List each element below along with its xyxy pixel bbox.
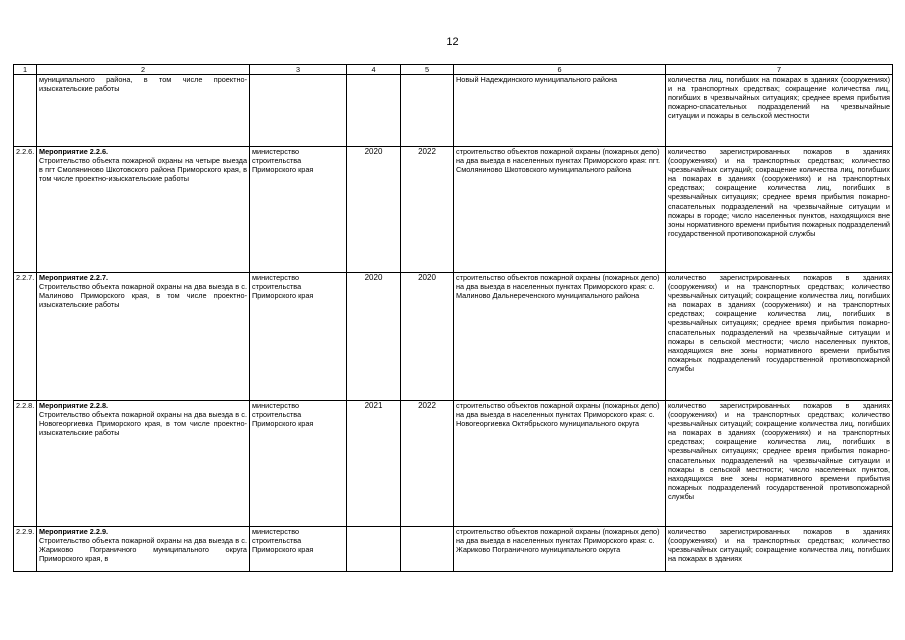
result-cell: Новый Надеждинского муниципального района [454,75,666,147]
end-year-cell: 2022 [401,401,454,527]
executor-cell: министерство строительства Приморского края [250,527,347,572]
table-row-continuation [14,75,893,147]
row-number-cell: 2.2.6. [14,147,37,273]
measure-description: Строительство объекта пожарной охраны на четыре выезда в пгт Смоляниново Шкотовского района Приморского края, в том числе проектно-изыскательские работы [39,156,247,184]
indicators-cell: количество зарегистрированных пожаров в зданиях (сооружениях) и на транспортных средствах; количество чрезвычайных ситуаций; сокращение количества лиц, погибших на пожарах в зданиях (сооружениях) и на транспортных средствах; сокращение количества лиц, погибших в чрезвычайных ситуациях; среднее время прибытия пожарно-спасательных подразделений на чрезвычайные ситуации и пожары в городе; число населенных пунктов, находящихся вне зоны нормативного времени прибытия пожарных подразделений государственной противопожарной службы [666,147,893,273]
measure-description: Строительство объекта пожарной охраны на два выезда в с. Малиново Приморского края, в том числе проектно-изыскательские работы [39,282,247,310]
indicators-cell: количество зарегистрированных пожаров в зданиях (сооружениях) и на транспортных средствах; количество чрезвычайных ситуаций; сокращение количества лиц, погибших на пожарах в зданиях [666,527,893,572]
measure-cell [37,273,250,401]
row-number-cell: 2.2.7. [14,273,37,401]
measure-description: Строительство объекта пожарной охраны на два выезда в с. Новогеоргиевка Приморского края, в том числе проектно-изыскательские работы [39,410,247,438]
end-year-cell: 2020 [401,273,454,401]
start-year-cell [347,527,401,572]
row-number-cell: 2.2.9. [14,527,37,572]
result-cell: строительство объектов пожарной охраны (пожарных депо) на два выезда в населенных пунктах Приморского края: с. Новогеоргиевка Октябрьского муниципального округа [454,401,666,527]
result-cell: строительство объектов пожарной охраны (пожарных депо) на два выезда в населенных пунктах Приморского края: пгт. Смоляниново Шкотовского муниципального района [454,147,666,273]
row-number-cell: 2.2.8. [14,401,37,527]
indicators-cell: количество зарегистрированных пожаров в зданиях (сооружениях) и на транспортных средствах; количество чрезвычайных ситуаций; сокращение количества лиц, погибших на пожарах в зданиях (сооружениях) и на транспортных средствах; сокращение количества лиц, погибших в чрезвычайных ситуациях; среднее время прибытия пожарно-спасательных подразделений на чрезвычайные ситуации и пожары в сельской местности; число населенных пунктов, находящихся вне зоны нормативного времени прибытия пожарных подразделений государственной противопожарной службы [666,273,893,401]
indicators-cell: количества лиц, погибших на пожарах в зданиях (сооружениях) и на транспортных средствах; сокращение количества лиц, погибших в чрезвычайных ситуациях; среднее время прибытия пожарно-спасательных подразделений на чрезвычайные ситуации и пожары в сельской местности [666,75,893,147]
column-header: 2 [37,65,250,75]
indicators-cell: количество зарегистрированных пожаров в зданиях (сооружениях) и на транспортных средствах; количество чрезвычайных ситуаций; сокращение количества лиц, погибших на пожарах в зданиях (сооружениях) и на транспортных средствах; сокращение количества лиц, погибших в чрезвычайных ситуациях; среднее время прибытия пожарно-спасательных подразделений на чрезвычайные ситуации и пожары в сельской местности; число населенных пунктов, находящихся вне зоны нормативного времени прибытия пожарных подразделений государственной противопожарной службы [666,401,893,527]
measure-title: Мероприятие 2.2.8. [39,401,109,410]
program-measures-table [13,64,893,572]
start-year-cell: 2021 [347,401,401,527]
measure-description: Строительство объекта пожарной охраны на два выезда в с. Жариково Пограничного муниципального округа Приморского края, в [39,536,247,564]
table-row [14,273,893,401]
start-year-cell: 2020 [347,273,401,401]
table-row [14,527,893,572]
measure-title: Мероприятие 2.2.7. [39,273,109,282]
column-header: 3 [250,65,347,75]
table-row [14,147,893,273]
executor-cell: министерство строительства Приморского края [250,147,347,273]
table-row [14,401,893,527]
executor-cell: министерство строительства Приморского края [250,273,347,401]
page-number: 12 [446,36,459,48]
measure-cell [37,75,250,147]
measure-description: муниципального района, в том числе проектно-изыскательские работы [39,75,247,94]
start-year-cell: 2020 [347,147,401,273]
column-header: 5 [401,65,454,75]
row-number-cell [14,75,37,147]
result-cell: строительство объектов пожарной охраны (пожарных депо) на два выезда в населенных пунктах Приморского края: с. Жариково Пограничного муниципального округа [454,527,666,572]
measure-cell [37,527,250,572]
column-header: 6 [454,65,666,75]
start-year-cell [347,75,401,147]
column-header: 4 [347,65,401,75]
column-header: 1 [14,65,37,75]
column-header: 7 [666,65,893,75]
executor-cell: министерство строительства Приморского края [250,401,347,527]
measure-cell [37,401,250,527]
end-year-cell [401,527,454,572]
executor-cell [250,75,347,147]
end-year-cell: 2022 [401,147,454,273]
result-cell: строительство объектов пожарной охраны (пожарных депо) на два выезда в населенных пунктах Приморского края: с. Малиново Дальнереченского муниципального района [454,273,666,401]
end-year-cell [401,75,454,147]
measure-cell [37,147,250,273]
measure-title: Мероприятие 2.2.9. [39,527,109,536]
column-number-header-row [14,65,893,75]
measure-title: Мероприятие 2.2.6. [39,147,109,156]
